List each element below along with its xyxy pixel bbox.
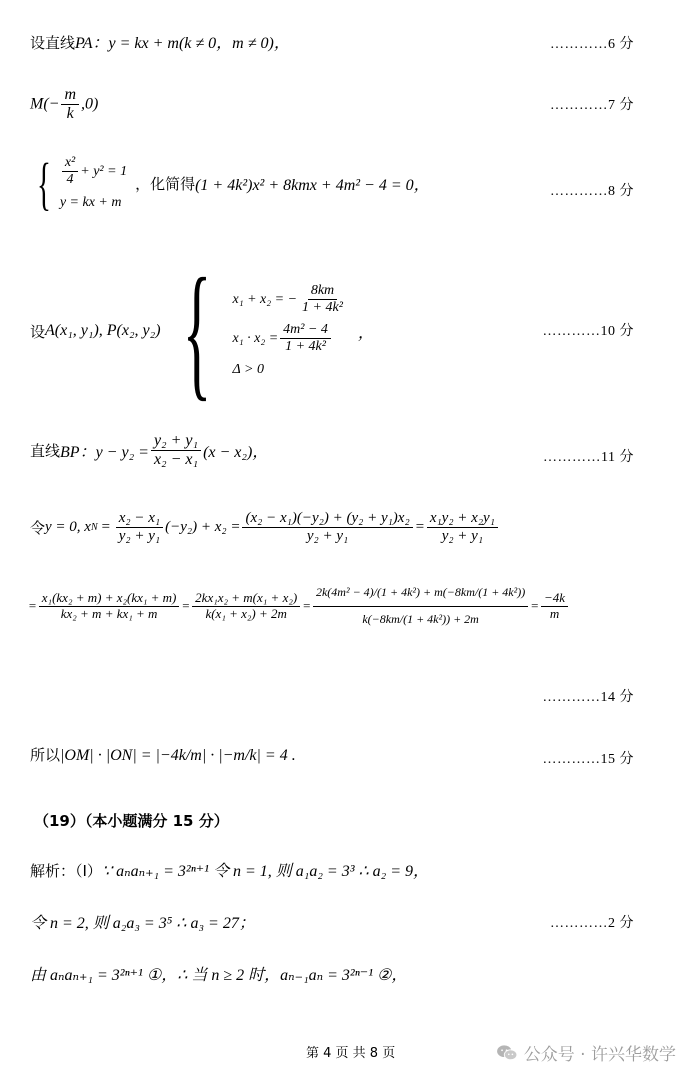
points-ap: A(x₁, y₁), P(x₂, y₂) [45, 322, 161, 339]
left-brace-icon: { [182, 248, 211, 414]
equation-system: { $\frac{\text{x²}}{4}$ + y² = 1 y = kx + m [36, 150, 128, 216]
page-number: 第 4 页 共 8 页 [306, 1046, 396, 1061]
expr-right: ,0) [81, 95, 99, 113]
equation: PA：y = kx + m(k ≠ 0，m ≠ 0)， [75, 35, 290, 52]
score-mark: …………14 分 [542, 690, 634, 705]
watermark-text: 公众号 · 许兴华数学 [523, 1045, 676, 1065]
label-prefix: 设直线 [30, 34, 76, 52]
score-mark: …………2 分 [550, 916, 634, 931]
score-mark: …………11 分 [543, 450, 634, 465]
score-mark: …………8 分 [550, 184, 634, 199]
score-mark: …………10 分 [542, 324, 634, 339]
left-brace-icon: { [36, 150, 51, 216]
simplified-equation: (1 + 4k²)x² + 8kmx + 4m² − 4 = 0， [195, 177, 430, 195]
fraction: $\frac{m}{k}$ [61, 86, 79, 124]
vieta-system: { x₁ + x₂ = − $\frac{8km}{\text{1 + 4k²}}$ x₁ · x₂ = $\frac{\text{4m² − 4}}{\text{1 + 4k²}}$ Δ > 0 [182, 248, 343, 414]
score-mark: …………7 分 [550, 98, 634, 113]
expr-left: M(− [30, 95, 60, 113]
score-mark: …………15 分 [542, 752, 634, 767]
page-footer [0, 1040, 698, 1068]
score-mark: …………6 分 [550, 37, 634, 52]
wechat-icon [496, 1044, 518, 1062]
watermark [496, 1040, 676, 1065]
